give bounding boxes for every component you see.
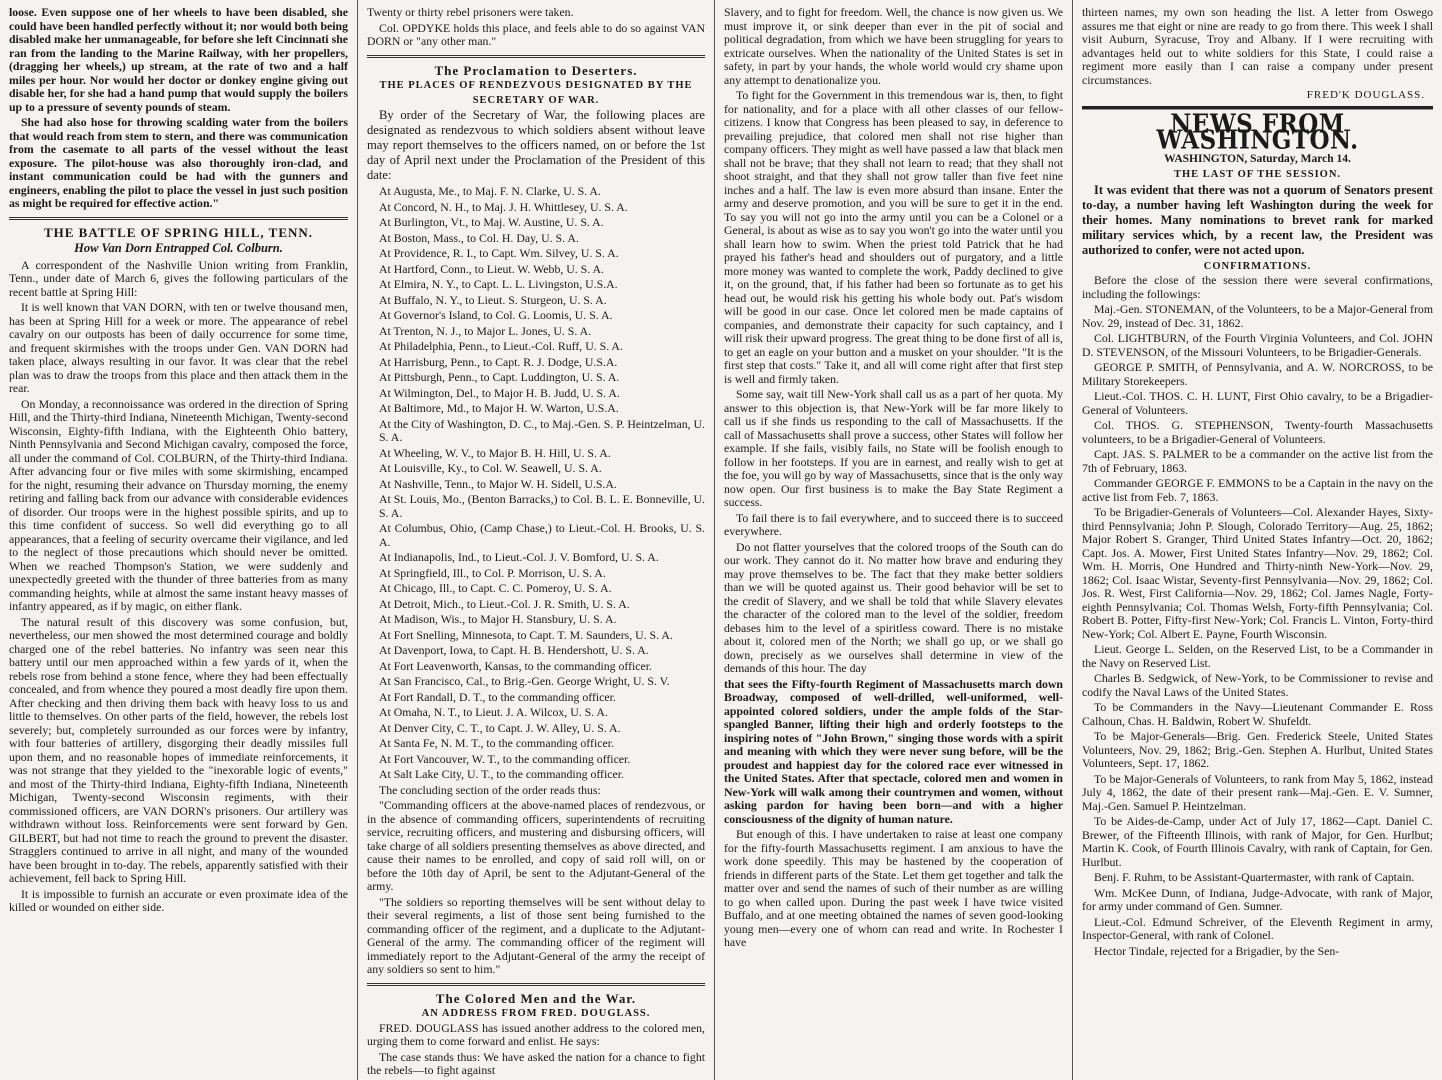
- spring-hill-heading: THE BATTLE OF SPRING HILL, TENN.: [43, 224, 314, 240]
- article-paragraph: To fail there is to fail everywhere, and to succeed there is to succeed everywhere.: [724, 510, 1063, 538]
- list-item: At Harrisburg, Penn., to Capt. R. J. Dodge, U.S.A.: [379, 354, 618, 369]
- article-paragraph: Lieut. George L. Selden, on the Reserved List, to be a Commander in the Navy on Reserved List.: [1082, 642, 1433, 670]
- column-2: [357, 0, 714, 1080]
- list-item: At Philadelphia, Penn., to Lieut.-Col. Ruff, U. S. A.: [379, 339, 623, 353]
- list-item: At Madison, Wis., to Major H. Stansbury, U. S. A.: [379, 612, 617, 626]
- list-item: At Santa Fe, N. M. T., to the commanding officer.: [379, 736, 614, 750]
- lead-paragraph: It was evident that there was not a quorum of Senators present to-day, a number having left Washington during the week for their homes. Many nominations to brevet rank for marked military services which, by a recent law, the President was authorized to confer, were not acted upon.: [1082, 182, 1433, 257]
- list-item: At Columbus, Ohio, (Camp Chase,) to Lieut.-Col. H. Brooks, U. S. A.: [379, 521, 705, 549]
- list-item: At Augusta, Me., to Maj. F. N. Clarke, U. S. A.: [379, 184, 601, 198]
- proclamation-heading: The Proclamation to Deserters.: [434, 62, 638, 78]
- article-paragraph: Maj.-Gen. STONEMAN, of the Volunteers, to be a Major-General from Nov. 29, instead of Dec. 31, 1862.: [1082, 302, 1433, 330]
- ironclad-paragraph-1: loose. Even suppose one of her wheels to have been disabled, she could have been handled perfectly without it; nor would both being disabled make her unmanageable, for before she left Cincinnati she ran from the landing to the Marine Railway, with her propellers, (dragging her wheels,) up stream, at the rate of two and a half miles per hour. Nor would her doctor or donkey engine giving out disable her, for she had a hand pump that would supply the boilers up to a pressure of seventy pounds of steam.: [9, 5, 348, 114]
- article-paragraph: Lieut.-Col. Edmund Schreiver, of the Eleventh Regiment in army, Inspector-General, with rank of Colonel.: [1082, 914, 1433, 942]
- list-item: At Fort Randall, D. T., to the commanding officer.: [379, 689, 616, 704]
- article-paragraph: Col. THOS. G. STEPHENSON, Twenty-fourth Massachusetts volunteers, to be a Brigadier-General of Volunteers.: [1082, 418, 1433, 446]
- article-paragraph: Charles B. Sedgwick, of New-York, to be Commissioner to revise and codify the Naval Laws of the United States.: [1082, 671, 1433, 699]
- list-item: At Salt Lake City, U. T., to the commanding officer.: [379, 767, 624, 781]
- column-3: [714, 0, 1072, 1080]
- list-item: At Pittsburgh, Penn., to Capt. Luddington, U. S. A.: [379, 370, 620, 384]
- list-item: At the City of Washington, D. C., to Maj.-Gen. S. P. Heintzelman, U. S. A.: [379, 416, 705, 444]
- article-paragraph: Commander GEORGE F. EMMONS to be a Captain in the navy on the active list from Feb. 7, 1863.: [1082, 476, 1433, 504]
- list-item: At Davenport, Iowa, to Capt. H. B. Hendershott, U. S. A.: [379, 643, 649, 657]
- article-paragraph: Twenty or thirty rebel prisoners were taken.: [367, 5, 574, 19]
- article-paragraph: thirteen names, my own son heading the list. A letter from Oswego assures me that eight or nine are ready to go from there. This week I shall visit Auburn, Syracuse, Troy and Albany. If I were recruiting with advantages held out to white soldiers for this State, I could raise a regiment more easily than I can raise a company under present circumstances.: [1082, 5, 1433, 87]
- article-paragraph: Capt. JAS. S. PALMER to be a commander on the active list from the 7th of February, 1863.: [1082, 447, 1433, 475]
- list-item: At Nashville, Tenn., to Major W. H. Sidell, U.S.A.: [379, 476, 617, 491]
- article-paragraph: A correspondent of the Nashville Union writing from Franklin, Tenn., under date of March 6, gives the following particulars of the recent battle at Spring Hill:: [9, 257, 348, 299]
- colored-men-subheading: AN ADDRESS FROM FRED. DOUGLASS.: [421, 1008, 651, 1019]
- article-paragraph: "Commanding officers at the above-named places of rendezvous, or in the absence of commanding officers, superintendents of recruiting service, recruiting officers, and mustering and disbursing officers, will take charge of all soldiers presenting themselves as above directed, and cause their names to be enrolled, and copy of said roll will, on or before the 10th day of April, be sent to the Adjutant-General of the army.: [367, 798, 705, 893]
- article-paragraph: Before the close of the session there were several confirmations, including the followings:: [1082, 273, 1433, 301]
- article-paragraph: On Monday, a reconnoissance was ordered in the direction of Spring Hill, and the Thirty-third Indiana, Nineteenth Michigan, Twenty-second Wisconsin, Eighty-fifth Indiana, with the Eighteenth Ohio battery, Ninth Pennsylvania and Second Michigan cavalry, composed the force, all under the command of Col. COLBURN, of the Thirty-third Indiana. After advancing four or five miles with some skirmishing, encamped for the night, resuming their advance on Thursday morning, the enemy retiring and falling back from our advance with considerable evidences of disorder. Our troops were in the highest possible spirits, and up to this time confident of success. So well did everything go to all appearances, that a feeling of security overcame their vigilance, and led to the neglect of those precautions which should never be omitted. When we reached Thompson's Station, we were suddenly and unexpectedly greeted with the thunder of three batteries from as many commanding heights, while at almost the same instant heavy masses of infantry appeared, as if by magic, on either flank.: [9, 396, 348, 613]
- article-paragraph: To be Commanders in the Navy—Lieutenant Commander E. Ross Calhoun, Chas. H. Baldwin, Robert W. Shufeldt.: [1082, 700, 1433, 728]
- divider: [367, 983, 705, 986]
- article-paragraph: The natural result of this discovery was some confusion, but, nevertheless, our men showed the most determined courage and boldly charged one of the rebel batteries. No infantry was seen near this battery until our men approached within a few yards of it, when the rebels rose from behind a stone fence, where they had been effectually concealed, and from whence they poured a most deadly fire upon them. After checking and then driving them back with heavy loss to us and little to themselves. On other parts of the field, however, the rebels lost severely; but, completely surrounded as our forces were by infantry, with four batteries of artillery, disgorging their deadly missiles full upon them, and no reasonable hopes of immediate reinforcements, it was not strange that they yielded to the "inexorable logic of events," and most of the Thirty-third Indiana, Eighty-fifth Indiana, Nineteenth Michigan, Twenty-second Wisconsin regiments, with their commissioned officers, are VAN DORN's prisoners. Our artillery was withdrawn without loss. Reinforcements were sent forward by Gen. GILBERT, but had not time to reach the ground to prevent the disaster. Stragglers continued to arrive in all night, and many of the wounded have been brought in to-day. The rebels, apparently satisfied with their achievement, fell back to Spring Hill.: [9, 614, 348, 885]
- list-item: At Wilmington, Del., to Major H. B. Judd, U. S. A.: [379, 385, 620, 400]
- news-lead: [1082, 183, 1433, 258]
- list-item: At Boston, Mass., to Col. H. Day, U. S. A.: [379, 230, 579, 245]
- list-item: At Baltimore, Md., to Major H. W. Warton, U.S.A.: [379, 401, 619, 415]
- signature: FRED'K DOUGLASS.: [1306, 89, 1425, 101]
- list-item: At Wheeling, W. V., to Major B. H. Hill, U. S. A.: [379, 445, 611, 460]
- article-paragraph: Some say, wait till New-York shall call us as a part of her quota. My answer to this objection is, that New-York will be far more likely to call us if she finds us responding to the call of Massachusetts. If the call of Massachusetts shall prove a success, other States will follow her example. If she fails, visibly fails, no State will be foolish enough to follow in her footsteps. If you are in earnest, and really wish to get at the foe, you will go by way of Massachusetts, since that is the only way now open. Our first business is to make the Bay State Regiment a success.: [724, 387, 1063, 509]
- list-item: At Trenton, N. J., to Major L. Jones, U. S. A.: [379, 323, 592, 338]
- article-paragraph: To be Major-Generals—Brig. Gen. Frederick Steele, United States Volunteers, Nov. 29, 1862; Brig.-Gen. Stephen A. Hurlbut, United States Volunteers, Sept. 17, 1862.: [1082, 729, 1433, 770]
- article-paragraph: The case stands thus: We have asked the nation for a chance to fight the rebels—to fight against: [367, 1049, 705, 1077]
- divider: [9, 217, 348, 220]
- list-item: At Governor's Island, to Col. G. Loomis, U. S. A.: [379, 308, 613, 322]
- article-paragraph: It is impossible to furnish an accurate or even proximate idea of the killed or wounded on either side.: [9, 886, 348, 914]
- list-item: At Louisville, Ky., to Col. W. Seawell, U. S. A.: [379, 461, 602, 475]
- article-paragraph: To be Brigadier-Generals of Volunteers—Col. Alexander Hayes, Sixty-third Pennsylvania; John P. Slough, Colorado Territory—Aug. 25, 1862; Major Robert S. Granger, Third United States Infantry—Oct. 20, 1862; Capt. Jos. A. Mower, First United States Infantry—Nov. 29, 1862; Col. Wm. H. Morris, One Hundred and Thirty-ninth New-York—Nov. 29, 1862; Col. Isaac Wistar, Seventy-first Pennsylvania—Nov. 29, 1862; Col. Jos. R. West, First California—Nov. 29, 1862; Col. James Nagle, Forty-eighth Pennsylvania; Col. Thomas Welsh, Forty-fifth Pennsylvania; Col. Robert B. Potter, Fifty-first New-York; Col. Francis L. Vinton, Forty-third New-York; Col. Albert E. Payne, Fourth Wisconsin.: [1082, 505, 1433, 641]
- list-item: At Denver City, C. T., to Capt. J. W. Alley, U. S. A.: [379, 720, 621, 735]
- list-item: At Chicago, Ill., to Capt. C. C. Pomeroy, U. S. A.: [379, 581, 612, 595]
- proclamation-subheading-line-1: THE PLACES OF RENDEZVOUS DESIGNATED BY THE: [379, 80, 693, 91]
- confirmations-subheading: CONFIRMATIONS.: [1203, 260, 1312, 272]
- article-paragraph: Slavery, and to fight for freedom. Well, the chance is now given us. We must improve it, or sink deeper than ever in the pit of social and political degradation, from which we have been struggling for years to extricate ourselves. When the nationality of the United States is set in safety, in part by your hands, the whole world would cry shame upon any attempt to denationalize you.: [724, 5, 1063, 87]
- list-item: At Fort Leavenworth, Kansas, to the commanding officer.: [379, 658, 653, 673]
- spring-hill-subheading: How Van Dorn Entrapped Col. Colburn.: [74, 241, 283, 255]
- list-item: At San Francisco, Cal., to Brig.-Gen. George Wright, U. S. V.: [379, 674, 670, 688]
- ironclad-paragraph-2: She had also hose for throwing scalding water from the boilers that would reach from stem to stern, and there was communication from the casemate to all parts of the vessel without the least exposure. The pilot-house was also thoroughly iron-clad, and instant communication could be had with the gunners and engineers, enabling the pilot to place the vessel in just such position as might be required for effective action.": [9, 115, 348, 210]
- article-paragraph: The concluding section of the order reads thus:: [379, 782, 601, 797]
- article-paragraph: But enough of this. I have undertaken to raise at least one company for the fifty-fourth Massachusetts regiment. I am anxious to have the work done speedily. This may be hastened by the cooperation of friends in different parts of the State. Let them get together and talk the matter over and send the names of such of their number as are willing to go when called upon. During the past week I have twice visited Buffalo, and at one meeting obtained the names of seven good-looking young men—every one of whom can read and write. In Rochester I have: [724, 827, 1063, 949]
- list-item: At Detroit, Mich., to Lieut.-Col. J. R. Smith, U. S. A.: [379, 596, 630, 611]
- list-item: At Omaha, N. T., to Lieut. J. A. Wilcox, U. S. A.: [379, 705, 608, 719]
- list-item: At St. Louis, Mo., (Benton Barracks,) to Col. B. L. E. Bonneville, U. S. A.: [379, 492, 705, 520]
- dateline: WASHINGTON, Saturday, March 14.: [1164, 152, 1351, 165]
- list-item: At Concord, N. H., to Maj. J. H. Whittlesey, U. S. A.: [379, 199, 628, 214]
- column-1: [0, 0, 357, 1080]
- list-item: At Springfield, Ill., to Col. P. Morrison, U. S. A.: [379, 565, 606, 580]
- column-4: [1072, 0, 1442, 1080]
- article-paragraph: Hector Tindale, rejected for a Brigadier, by the Sen-: [1094, 943, 1340, 958]
- list-item: At Fort Snelling, Minnesota, to Capt. T. M. Saunders, U. S. A.: [379, 627, 673, 642]
- colored-men-heading: The Colored Men and the War.: [435, 990, 637, 1006]
- article-paragraph: To be Major-Generals of Volunteers, to rank from May 5, 1862, instead July 4, 1862, the date of their present rank—Maj.-Gen. E. V. Sumner, Maj.-Gen. Samuel P. Heintzelman.: [1082, 771, 1433, 813]
- article-paragraph: Benj. F. Ruhm, to be Assistant-Quartermaster, with rank of Captain.: [1094, 870, 1415, 884]
- list-item: At Buffalo, N. Y., to Lieut. S. Sturgeon, U. S. A.: [379, 292, 607, 307]
- list-item: At Indianapolis, Ind., to Lieut.-Col. J. V. Bomford, U. S. A.: [379, 550, 659, 564]
- session-subheading: THE LAST OF THE SESSION.: [1173, 169, 1342, 180]
- list-item: At Elmira, N. Y., to Capt. L. L. Livingston, U.S.A.: [379, 277, 618, 291]
- list-item: At Providence, R. I., to Capt. Wm. Silvey, U. S. A.: [379, 246, 619, 260]
- rendezvous-list: [367, 185, 705, 782]
- article-paragraph: "The soldiers so reporting themselves will be sent without delay to their several regiments, a list of those sent being furnished to the commanding officer of the regiment, and a duplicate to the Adjutant-General of the army. The commanding officer of the regiment will immediately report to the Adjutant-General of the army the receipt of any soldiers so sent to him.": [367, 894, 705, 976]
- list-item: At Fort Vancouver, W. T., to the commanding officer.: [379, 751, 631, 766]
- article-paragraph: FRED. DOUGLASS has issued another address to the colored men, urging them to come forward and enlist. He says:: [367, 1020, 705, 1048]
- list-item: At Burlington, Vt., to Maj. W. Austine, U. S. A.: [379, 215, 604, 229]
- article-paragraph: Lieut.-Col. THOS. C. H. LUNT, First Ohio cavalry, to be a Brigadier-General of Volunteers.: [1082, 389, 1433, 417]
- article-paragraph: Do not flatter yourselves that the colored troops of the South can do our work. They cannot do it. No matter how brave and enduring they may prove themselves to be. The fact that they make better soldiers than we will be quoted against us. Their good behavior will be set to the credit of Slavery, and we shall be told that while Slavery elevates the character of the colored man to the level of the soldier, freedom debases him to the level of a spiritless coward. There is no mistake about it, colored men of the North; we shall go up, or we shall go down, precisely as we ourselves shall determine in view of the demands of this hour. The day: [724, 539, 1063, 675]
- proclamation-lead: By order of the Secretary of War, the following places are designated as rendezvous to which soldiers absent without leave may report themselves to the officers named, on or before the 1st day of April next under the Proclamation of the President of this date:: [367, 108, 705, 182]
- news-headline: NEWS FROM WASHINGTON.: [1082, 106, 1433, 152]
- article-paragraph: Wm. McKee Dunn, of Indiana, Judge-Advocate, with rank of Major, for army under command of Gen. Sumner.: [1082, 885, 1433, 913]
- article-paragraph: It is well known that VAN DORN, with ten or twelve thousand men, has been at Spring Hill for a week or more. The appearance of rebel cavalry on our outposts has been of daily occurrence for some time, and frequent skirmishes with the troops under Gen. VAN DORN had taken place, always resulting in our favor. It was clear that the rebel plan was to draw the troops from this place and then attack them in the rear.: [9, 300, 348, 395]
- divider: [367, 55, 705, 58]
- article-paragraph: To fight for the Government in this tremendous war is, then, to fight for nationality, and for a place with all other classes of our fellow-citizens. I know that Congress has been pleased to say, in deference to prevailing prejudice, that colored men shall not rise higher than company officers. They might as well have passed a law that black men shall not be brave; that they shall not learn to read; that they shall not shoot straight, and that they shall not grow taller than five feet nine inches and a half. The law is even more absurd than insane. Enter the army and deserve promotion, and you will be sure to get it in the end. To say you will not go into the army until you can be a Colonel or a General, is about as wise as to say you won't go into the water until you shall learn how to swim. When the priest told Patrick that he had prayed his father's head and shoulders out of purgatory, and a little more money was wanted to complete the work, Paddy declined to give it, on the ground, that, if his father had been so fortunate as to get his head out, he would risk his getting his whole body out. Pat's wisdom will be good in our case. Once let colored men be made captains of companies, and demonstrate their capacity for such captaincy, and I will risk their upward progress. The great thing to be done first of all is, to get an eagle on your button and a musket on your shoulder. "It is the first step that costs." Take it, and all will come right after that first step is well and firmly taken.: [724, 88, 1063, 386]
- article-paragraph: Col. LIGHTBURN, of the Fourth Virginia Volunteers, and Col. JOHN D. STEVENSON, of the Missouri Volunteers, to be Brigadier-Generals.: [1082, 331, 1433, 359]
- article-paragraph: To be Aides-de-Camp, under Act of July 17, 1862—Capt. Daniel C. Brewer, of the Fifteenth Illinois, with rank of Major, for Gen. Hurlbut; Martin K. Cook, of Fourth Illinois Cavalry, with rank of Captain, for Gen. Hurlbut.: [1082, 814, 1433, 869]
- article-paragraph: Col. OPDYKE holds this place, and feels able to do so against VAN DORN or "any other man.": [367, 20, 705, 48]
- article-paragraph: GEORGE P. SMITH, of Pennsylvania, and A. W. NORCROSS, to be Military Storekeepers.: [1082, 360, 1433, 388]
- list-item: At Hartford, Conn., to Lieut. W. Webb, U. S. A.: [379, 261, 604, 276]
- proclamation-subheading-line-2: SECRETARY OF WAR.: [472, 94, 600, 106]
- article-paragraph: that sees the Fifty-fourth Regiment of Massachusetts march down Broadway, composed of well-drilled, well-uniformed, well-appointed colored soldiers, under the ample folds of the Star-spangled Banner, lifting their high and orderly footsteps to the inspiring notes of "John Brown," singing those words with a spirit and meaning with which they were never sung before, will be the proudest and happiest day for the colored race ever witnessed in the United States. After that spectacle, colored men and women in New-York will walk among their countrymen and women, without asking pardon for having been born—and with a higher consciousness of the dignity of human nature.: [724, 676, 1063, 826]
